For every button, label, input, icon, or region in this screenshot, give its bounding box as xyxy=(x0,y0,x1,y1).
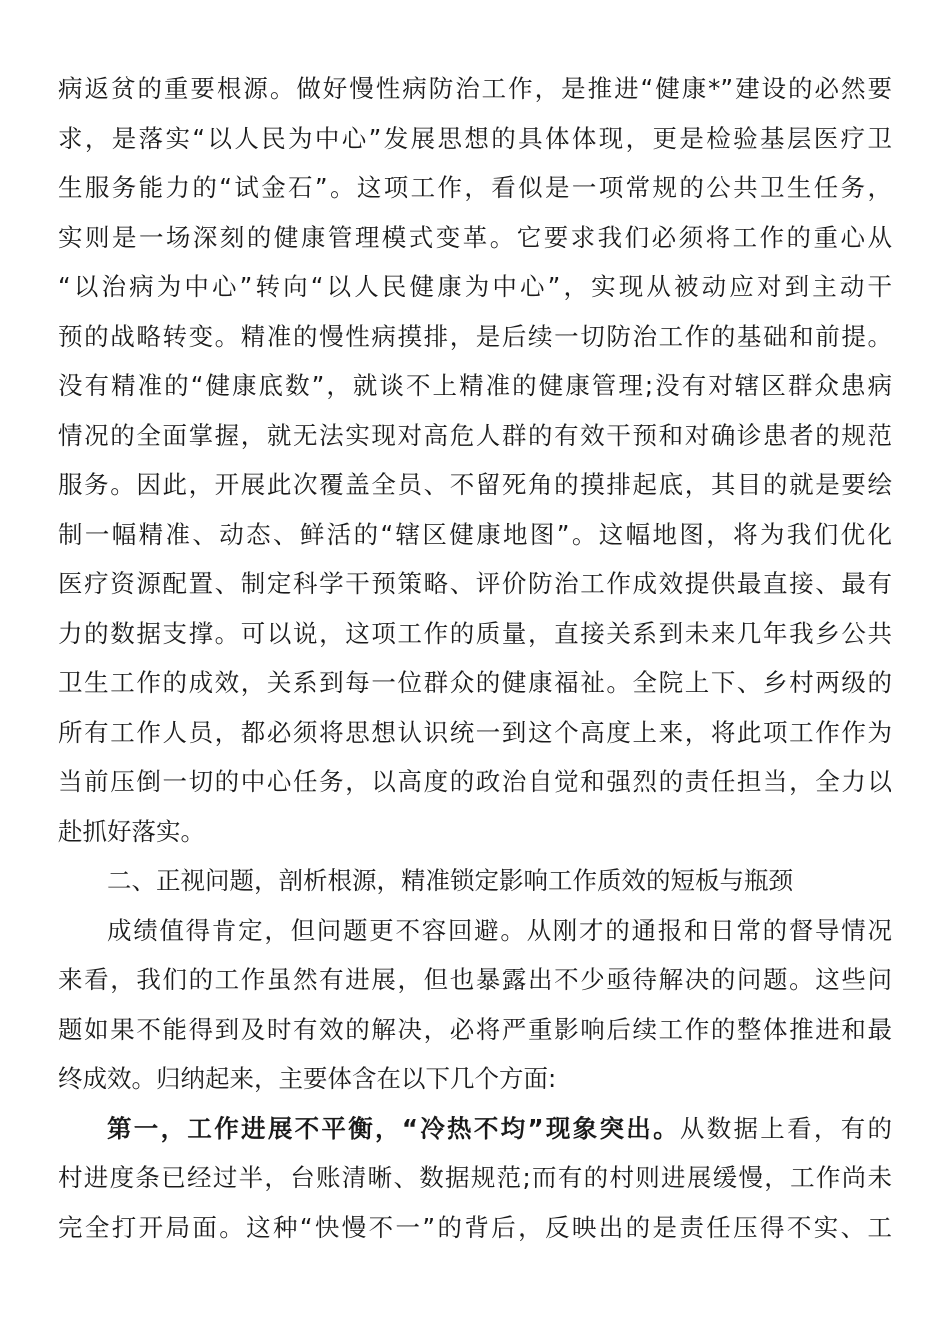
paragraph-line: 实则是一场深刻的健康管理模式变革。它要求我们必须将工作的重心从 xyxy=(58,222,892,252)
paragraph-line: 情况的全面掌握，就无法实现对高危人群的有效干预和对确诊患者的规范 xyxy=(58,420,892,450)
document-body xyxy=(58,64,892,1252)
paragraph-line: 预的战略转变。精准的慢性病摸排，是后续一切防治工作的基础和前提。 xyxy=(58,321,892,351)
paragraph-1 xyxy=(58,64,892,856)
paragraph-line: 制一幅精准、动态、鲜活的“辖区健康地图”。这幅地图，将为我们优化 xyxy=(58,519,892,549)
paragraph-line: 所有工作人员，都必须将思想认识统一到这个高度上来，将此项工作作为 xyxy=(58,717,892,747)
paragraph-first-line xyxy=(58,1104,892,1154)
lead-line-rest: 从数据上看，有的 xyxy=(679,1113,893,1143)
bold-lead-text: 第一，工作进展不平衡，“冷热不均”现象突出。 xyxy=(107,1113,680,1143)
paragraph-line: 村进度条已经过半，台账清晰、数据规范;而有的村则进展缓慢，工作尚未 xyxy=(58,1163,892,1192)
paragraph-line: 没有精准的“健康底数”，就谈不上精准的健康管理;没有对辖区群众患病 xyxy=(58,371,892,400)
paragraph-line: 终成效。归纳起来，主要体含在以下几个方面: xyxy=(58,1064,557,1093)
paragraph-line: 来看，我们的工作虽然有进展，但也暴露出不少亟待解决的问题。这些问 xyxy=(58,965,892,994)
paragraph-line: 完全打开局面。这种“快慢不一”的背后，反映出的是责任压得不实、工 xyxy=(58,1212,892,1242)
paragraph-line: 生服务能力的“试金石”。这项工作，看似是一项常规的公共卫生任务， xyxy=(58,173,892,202)
paragraph-line: 题如果不能得到及时有效的解决，必将严重影响后续工作的整体推进和最 xyxy=(58,1014,892,1044)
paragraph-line: 医疗资源配置、制定科学干预策略、评价防治工作成效提供最直接、最有 xyxy=(58,569,892,598)
paragraph-line: 求，是落实“以人民为中心”发展思想的具体体现，更是检验基层医疗卫 xyxy=(58,123,892,153)
paragraph-2 xyxy=(58,906,892,1104)
paragraph-line: “以治病为中心”转向“以人民健康为中心”，实现从被动应对到主动干 xyxy=(58,272,892,301)
paragraph-line: 卫生工作的成效，关系到每一位群众的健康福祉。全院上下、乡村两级的 xyxy=(58,668,892,697)
paragraph-line: 赴抓好落实。 xyxy=(58,816,205,846)
paragraph-line: 成绩值得肯定，但问题更不容回避。从刚才的通报和日常的督导情况 xyxy=(107,915,892,945)
paragraph-line: 服务。因此，开展此次覆盖全员、不留死角的摸排起底，其目的就是要绘 xyxy=(58,470,892,499)
paragraph-line: 病返贫的重要根源。做好慢性病防治工作，是推进“健康*”建设的必然要 xyxy=(58,74,892,103)
paragraph-line: 当前压倒一切的中心任务，以高度的政治自觉和强烈的责任担当，全力以 xyxy=(58,767,892,796)
section-heading: 二、正视问题，剖析根源，精准锁定影响工作质效的短板与瓶颈 xyxy=(107,866,793,895)
paragraph-line: 力的数据支撑。可以说，这项工作的质量，直接关系到未来几年我乡公共 xyxy=(58,618,892,648)
paragraph-3 xyxy=(58,1104,892,1253)
